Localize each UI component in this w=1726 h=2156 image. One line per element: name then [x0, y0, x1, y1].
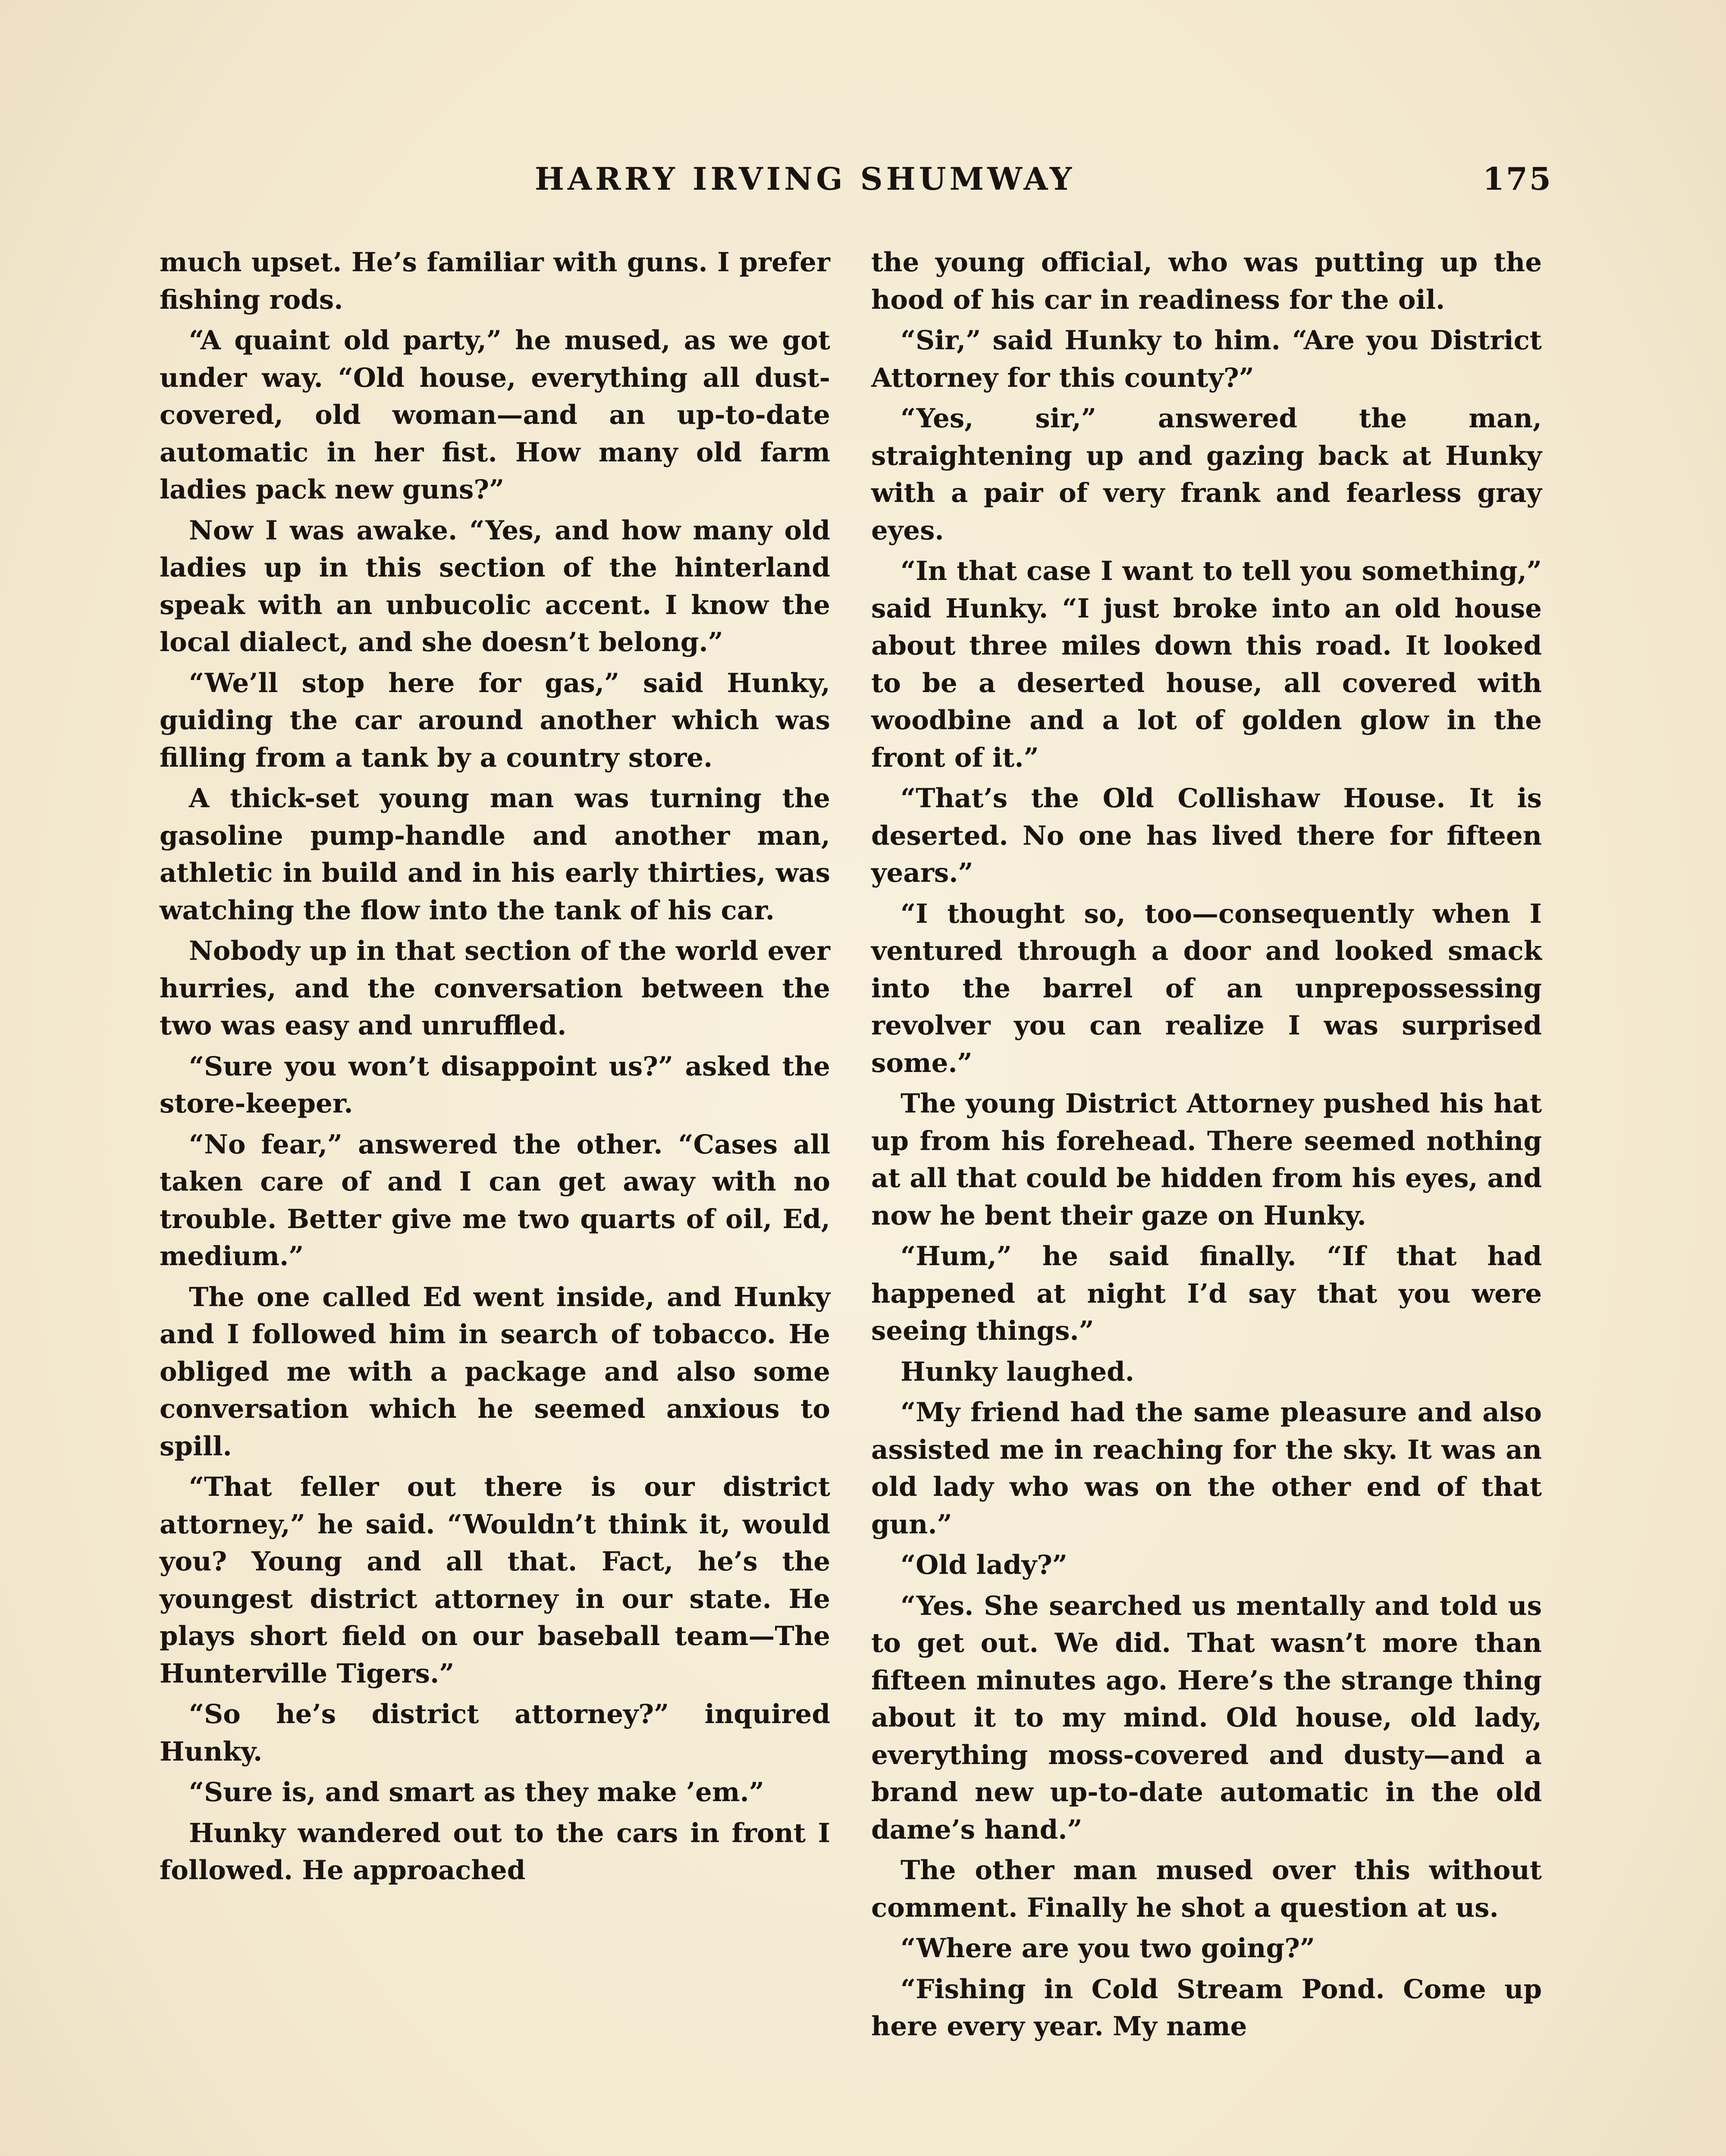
- paragraph: “Sir,” said Hunky to him. “Are you District Attorney for this county?”: [871, 325, 1542, 393]
- paragraph: Hunky wandered out to the cars in front I followed. He approached: [160, 1818, 830, 1886]
- paragraph: “We’ll stop here for gas,” said Hunky, guiding the car around another which was filling from a tank by a country store.: [160, 667, 830, 773]
- paragraph: Now I was awake. “Yes, and how many old ladies up in this section of the hinterland speak with an unbucolic accent. I know the local dialect, and she doesn’t belong.”: [160, 515, 830, 658]
- page-number: 175: [1482, 160, 1553, 197]
- paragraph: “Hum,” he said finally. “If that had happened at night I’d say that you were seeing things.”: [871, 1241, 1542, 1346]
- paragraph: “Where are you two going?”: [901, 1933, 1315, 1964]
- paragraph: “That feller out there is our district attorney,” he said. “Wouldn’t think it, would you? Young and all that. Fact, he’s the youngest district attorney in our state. He plays short field on our baseball team—The Hunterville Tigers.”: [160, 1472, 830, 1689]
- running-head: HARRY IRVING SHUMWAY: [535, 160, 1076, 197]
- paragraph: “Sure you won’t disappoint us?” asked the store-keeper.: [160, 1051, 830, 1119]
- page-header: [535, 160, 1553, 204]
- left-text-column: [160, 244, 830, 1893]
- paragraph: much upset. He’s familiar with guns. I prefer fishing rods.: [160, 247, 830, 315]
- paragraph: The one called Ed went inside, and Hunky and I followed him in search of tobacco. He obliged me with a package and also some conversation which he seemed anxious to spill.: [160, 1282, 830, 1462]
- paragraph: “Yes. She searched us mentally and told us to get out. We did. That wasn’t more than fifteen minutes ago. Here’s the strange thing about it to my mind. Old house, old lady, everything moss-covered and dusty—and a brand new up-to-date automatic in the old dame’s hand.”: [871, 1590, 1542, 1845]
- paragraph: “Fishing in Cold Stream Pond. Come up here every year. My name: [871, 1974, 1542, 2042]
- paragraph: the young official, who was putting up the hood of his car in readiness for the oil.: [871, 247, 1542, 315]
- paragraph: “Sure is, and smart as they make ’em.”: [189, 1777, 764, 1808]
- right-text-column: [871, 244, 1542, 2049]
- paragraph: “No fear,” answered the other. “Cases all taken care of and I can get away with no trouble. Better give me two quarts of oil, Ed, medium.”: [160, 1129, 830, 1272]
- paragraph: A thick-set young man was turning the gasoline pump-handle and another man, athletic in build and in his early thirties, was watching the flow into the tank of his car.: [160, 783, 830, 926]
- paragraph: “So he’s district attorney?” inquired Hunky.: [160, 1699, 830, 1767]
- paragraph: Hunky laughed.: [901, 1356, 1135, 1387]
- paragraph: The other man mused over this without comment. Finally he shot a question at us.: [871, 1855, 1542, 1923]
- paragraph: “That’s the Old Collishaw House. It is deserted. No one has lived there for fifteen years.”: [871, 783, 1542, 888]
- paragraph: “In that case I want to tell you something,” said Hunky. “I just broke into an old house about three miles down this road. It looked to be a deserted house, all covered with woodbine and a lot of golden glow in the front of it.”: [871, 556, 1542, 773]
- paragraph: “Yes, sir,” answered the man, straightening up and gazing back at Hunky with a pair of very frank and fearless gray eyes.: [871, 403, 1542, 546]
- paragraph: “My friend had the same pleasure and also assisted me in reaching for the sky. It was an old lady who was on the other end of that gun.”: [871, 1397, 1542, 1540]
- paragraph: “Old lady?”: [901, 1550, 1067, 1580]
- paragraph: “A quaint old party,” he mused, as we got under way. “Old house, everything all dust-covered, old woman—and an up-to-date automatic in her fist. How many old farm ladies pack new guns?”: [160, 325, 830, 505]
- paragraph: The young District Attorney pushed his hat up from his forehead. There seemed nothing at all that could be hidden from his eyes, and now he bent their gaze on Hunky.: [871, 1088, 1542, 1231]
- paragraph: Nobody up in that section of the world ever hurries, and the conversation between the two was easy and unruffled.: [160, 936, 830, 1041]
- paragraph: “I thought so, too—consequently when I ventured through a door and looked smack into the barrel of an unprepossessing revolver you can realize I was surprised some.”: [871, 898, 1542, 1078]
